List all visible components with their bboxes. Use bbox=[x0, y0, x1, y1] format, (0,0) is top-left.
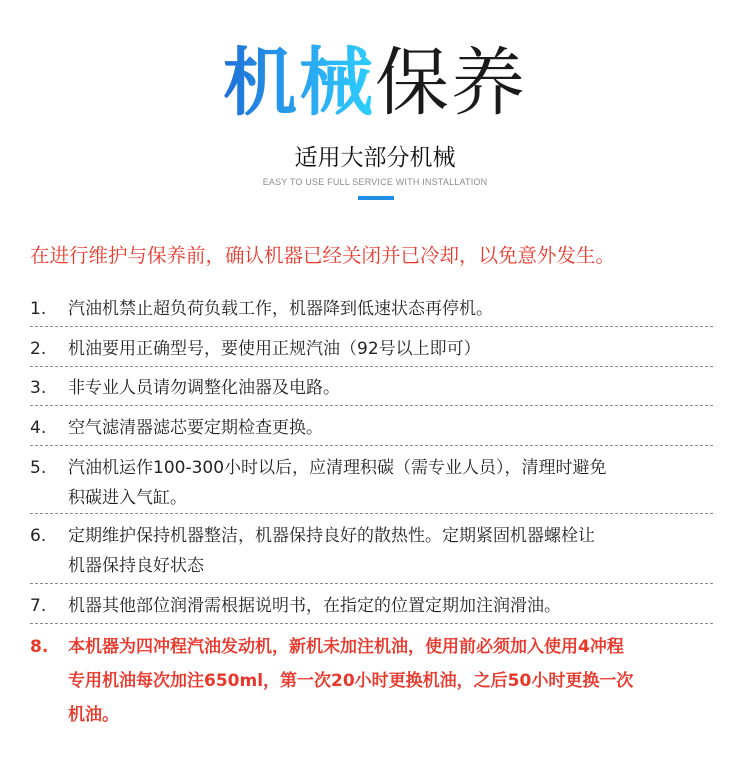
title-accent-text: 机械 bbox=[223, 40, 375, 126]
subtitle: 适用大部分机械 bbox=[294, 145, 456, 171]
item-number: 5. bbox=[30, 458, 47, 478]
item-text-line: 机油。 bbox=[68, 705, 119, 725]
item-text-line: 机器保持良好状态 bbox=[68, 556, 204, 576]
item-text: 非专业人员请勿调整化油器及电路。 bbox=[68, 378, 340, 398]
item-text-line: 汽油机运作100-300小时以后，应清理积碳（需专业人员），清理时避免 bbox=[68, 458, 607, 478]
subtitle-english: EASY TO USE FULL SERVICE WITH INSTALLATION bbox=[262, 177, 488, 187]
dashed-divider bbox=[30, 445, 713, 446]
item-number: 6. bbox=[30, 526, 47, 546]
dashed-divider bbox=[30, 366, 713, 367]
item-text-line: 定期维护保持机器整洁，机器保持良好的散热性。定期紧固机器螺栓让 bbox=[68, 526, 595, 546]
dashed-divider bbox=[30, 405, 713, 406]
item-number: 7. bbox=[30, 596, 47, 616]
dashed-divider bbox=[30, 623, 713, 624]
item-text: 机油要用正确型号，要使用正规汽油（92号以上即可） bbox=[68, 339, 481, 359]
item-number: 8. bbox=[30, 637, 49, 657]
dashed-divider bbox=[30, 583, 713, 584]
item-text: 空气滤清器滤芯要定期检查更换。 bbox=[68, 418, 323, 438]
item-text: 机器其他部位润滑需根据说明书，在指定的位置定期加注润滑油。 bbox=[68, 596, 561, 616]
item-text: 汽油机禁止超负荷负载工作，机器降到低速状态再停机。 bbox=[68, 299, 493, 319]
page-title bbox=[0, 38, 750, 128]
dashed-divider bbox=[30, 513, 713, 514]
title-main-text: 保养 bbox=[375, 40, 527, 126]
item-text-line: 积碳进入气缸。 bbox=[68, 488, 187, 508]
item-text-line: 专用机油每次加注650ml，第一次20小时更换机油，之后50小时更换一次 bbox=[68, 671, 634, 691]
warning-notice: 在进行维护与保养前，确认机器已经关闭并已冷却，以免意外发生。 bbox=[30, 244, 616, 267]
item-number: 1. bbox=[30, 299, 47, 319]
accent-bar bbox=[358, 196, 394, 200]
item-number: 4. bbox=[30, 418, 47, 438]
item-number: 3. bbox=[30, 378, 47, 398]
item-number: 2. bbox=[30, 339, 47, 359]
item-text-line: 本机器为四冲程汽油发动机，新机未加注机油，使用前必须加入使用4冲程 bbox=[68, 637, 624, 657]
dashed-divider bbox=[30, 326, 713, 327]
